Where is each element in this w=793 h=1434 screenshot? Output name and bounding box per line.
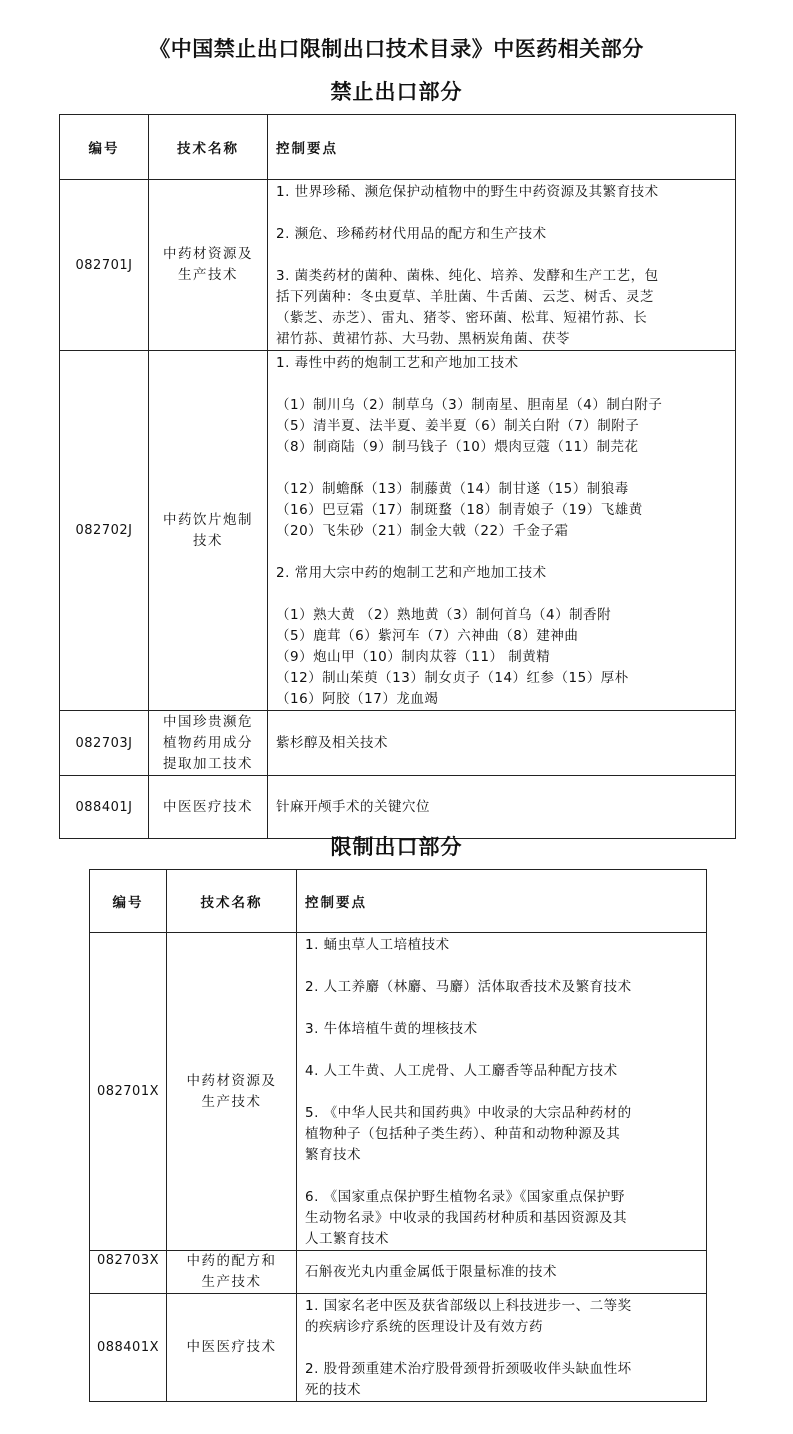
row-code: 082703J — [60, 711, 149, 776]
table-row — [90, 1251, 707, 1294]
header-control-points: 控制要点 — [268, 115, 736, 180]
header-code: 编号 — [60, 115, 149, 180]
row-code: 082703X — [90, 1251, 167, 1294]
row-control-points: 1. 蛹虫草人工培植技术 2. 人工养麝（林麝、马麝）活体取香技术及繁育技术 3. 牛体培植牛黄的埋核技术 4. 人工牛黄、人工虎骨、人工麝香等品种配方技术 5. 《中华人民共和国药典》中收录的大宗品种药材的 植物种子（包括种子类生药）、种苗和动物种源及其 繁育技术 6. 《国家重点保护野生植物名录》《国家重点保护野 生动物名录》中收录的我国药材种质和基因资源及其 人工繁育技术 — [297, 933, 707, 1251]
row-code: 082701X — [90, 933, 167, 1251]
page-title: 《中国禁止出口限制出口技术目录》中医药相关部分 — [149, 37, 644, 61]
table-row — [60, 776, 736, 839]
row-control-points: 紫杉醇及相关技术 — [268, 711, 736, 776]
row-tech-name: 中医医疗技术 — [149, 776, 268, 839]
prohibited-section-title: 禁止出口部分 — [330, 80, 463, 104]
table-row — [60, 351, 736, 711]
row-control-points: 1. 国家名老中医及获省部级以上科技进步一、二等奖 的疾病诊疗系统的医理设计及有效方药 2. 股骨颈重建术治疗股骨颈骨折颈吸收伴头缺血性坏 死的技术 — [297, 1294, 707, 1402]
row-tech-name: 中药材资源及 生产技术 — [167, 933, 297, 1251]
row-tech-name: 中药材资源及 生产技术 — [149, 180, 268, 351]
restricted-table — [89, 869, 707, 1402]
header-control-points: 控制要点 — [297, 870, 707, 933]
row-tech-name: 中药的配方和 生产技术 — [167, 1251, 297, 1294]
restricted-section-title: 限制出口部分 — [330, 835, 463, 859]
row-tech-name: 中医医疗技术 — [167, 1294, 297, 1402]
table-header-row — [60, 115, 736, 180]
table-row — [90, 933, 707, 1251]
row-control-points: 1. 毒性中药的炮制工艺和产地加工技术 （1）制川乌（2）制草乌（3）制南星、胆南星（4）制白附子 （5）清半夏、法半夏、姜半夏（6）制关白附（7）制附子 （8）制商陆（9）制马钱子（10）煨肉豆蔻（11）制芫花 （12）制蟾酥（13）制藤黄（14）制甘遂（15）制狼毒 （16）巴豆霜（17）制斑蝥（18）制青娘子（19）飞雄黄 （20）飞朱砂（21）制金大戟（22）千金子霜 2. 常用大宗中药的炮制工艺和产地加工技术 （1）熟大黄 （2）熟地黄（3）制何首乌（4）制香附 （5）鹿茸（6）紫河车（7）六神曲（8）建神曲 （9）炮山甲（10）制肉苁蓉（11） 制黄精 （12）制山茱萸（13）制女贞子（14）红参（15）厚朴 （16）阿胶（17）龙血竭 — [268, 351, 736, 711]
table-row — [60, 180, 736, 351]
row-tech-name: 中药饮片炮制 技术 — [149, 351, 268, 711]
row-code: 088401J — [60, 776, 149, 839]
row-code: 082702J — [60, 351, 149, 711]
header-code: 编号 — [90, 870, 167, 933]
header-tech-name: 技术名称 — [167, 870, 297, 933]
row-code: 082701J — [60, 180, 149, 351]
row-control-points: 针麻开颅手术的关键穴位 — [268, 776, 736, 839]
header-tech-name: 技术名称 — [149, 115, 268, 180]
row-control-points: 石斛夜光丸内重金属低于限量标准的技术 — [297, 1251, 707, 1294]
row-code: 088401X — [90, 1294, 167, 1402]
table-row — [90, 1294, 707, 1402]
table-row — [60, 711, 736, 776]
table-header-row — [90, 870, 707, 933]
prohibited-table — [59, 114, 736, 839]
row-tech-name: 中国珍贵濒危 植物药用成分 提取加工技术 — [149, 711, 268, 776]
row-control-points: 1. 世界珍稀、濒危保护动植物中的野生中药资源及其繁育技术 2. 濒危、珍稀药材代用品的配方和生产技术 3. 菌类药材的菌种、菌株、纯化、培养、发酵和生产工艺，包 括下列菌种：冬虫夏草、羊肚菌、牛舌菌、云芝、树舌、灵芝 （紫芝、赤芝）、雷丸、猪苓、密环菌、松茸、短裙竹荪、长 裙竹荪、黄裙竹荪、大马勃、黑柄炭角菌、茯苓 — [268, 180, 736, 351]
